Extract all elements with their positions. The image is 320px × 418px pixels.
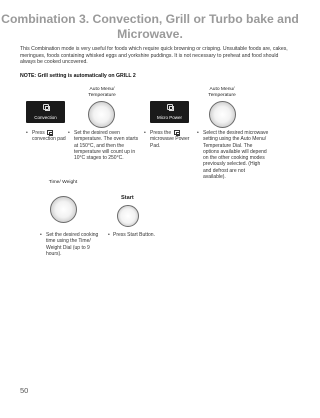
micro-power-pad[interactable] — [150, 101, 189, 123]
auto-menu-label-1: Auto Menu/ Temperature — [88, 87, 116, 98]
micro-power-pad-label: Micro Power — [156, 115, 182, 120]
step-2-text: Set the desired oven temperature. The oven starts at 150°C, and then the temperature will count up in 10°C stages to 250°C. — [74, 130, 139, 162]
auto-menu-dial-1[interactable] — [88, 101, 115, 128]
time-weight-dial[interactable] — [50, 196, 77, 223]
step-6-text: Press Start Button. — [113, 232, 155, 238]
step-1-press: Press — [32, 130, 45, 136]
step-1-text: convection pad — [32, 136, 66, 143]
bullet: • — [144, 130, 146, 136]
page-number: 50 — [20, 386, 29, 395]
step-1 — [26, 130, 68, 143]
convection-icon — [43, 104, 49, 110]
page-title: Combination 3. Convection, Grill or Turbo bake and Microwave. — [1, 12, 299, 41]
convection-pad-label: Convection — [34, 115, 57, 120]
convection-icon — [47, 130, 53, 135]
micro-power-icon — [167, 104, 173, 110]
intro-paragraph: This Combination mode is very useful for foods which require quick browning or crisping. Unsuitable foods are, cakes, meringues, foods containing whisked eggs and yorkshire puddings. It is not necessary to preheat and food should always be cooked uncovered. — [20, 46, 288, 66]
grill-note: NOTE: Grill setting is automatically on GRILL 2 — [20, 73, 136, 79]
step-3 — [144, 130, 194, 149]
step-5-text: Set the desired cooking time using the Time/ Weight Dial (up to 9 hours). — [46, 232, 99, 257]
convection-pad[interactable] — [26, 101, 65, 123]
start-button[interactable] — [117, 205, 139, 227]
step-3-text: microwave Power Pad. — [150, 136, 190, 149]
auto-menu-label-2: Auto Menu/ Temperature — [208, 87, 236, 98]
bullet: • — [26, 130, 28, 136]
step-4 — [197, 130, 269, 180]
step-2 — [68, 130, 140, 161]
step-6 — [108, 232, 178, 238]
bullet: • — [68, 130, 70, 136]
step-4-text: Select the desired microwave setting using the Auto Menu/ Temperature Dial. The options available will depend on the other cooking modes previously selected. (High and defrost are not available). — [203, 130, 269, 181]
auto-menu-dial-2[interactable] — [209, 101, 236, 128]
step-5 — [40, 232, 104, 257]
step-3-press: Press the — [150, 130, 172, 136]
start-label: Start — [121, 195, 134, 201]
bullet: • — [40, 232, 42, 238]
time-weight-label: Time/ Weight — [48, 180, 78, 185]
bullet: • — [197, 130, 199, 136]
micro-power-icon — [174, 130, 180, 135]
bullet: • — [108, 232, 110, 238]
